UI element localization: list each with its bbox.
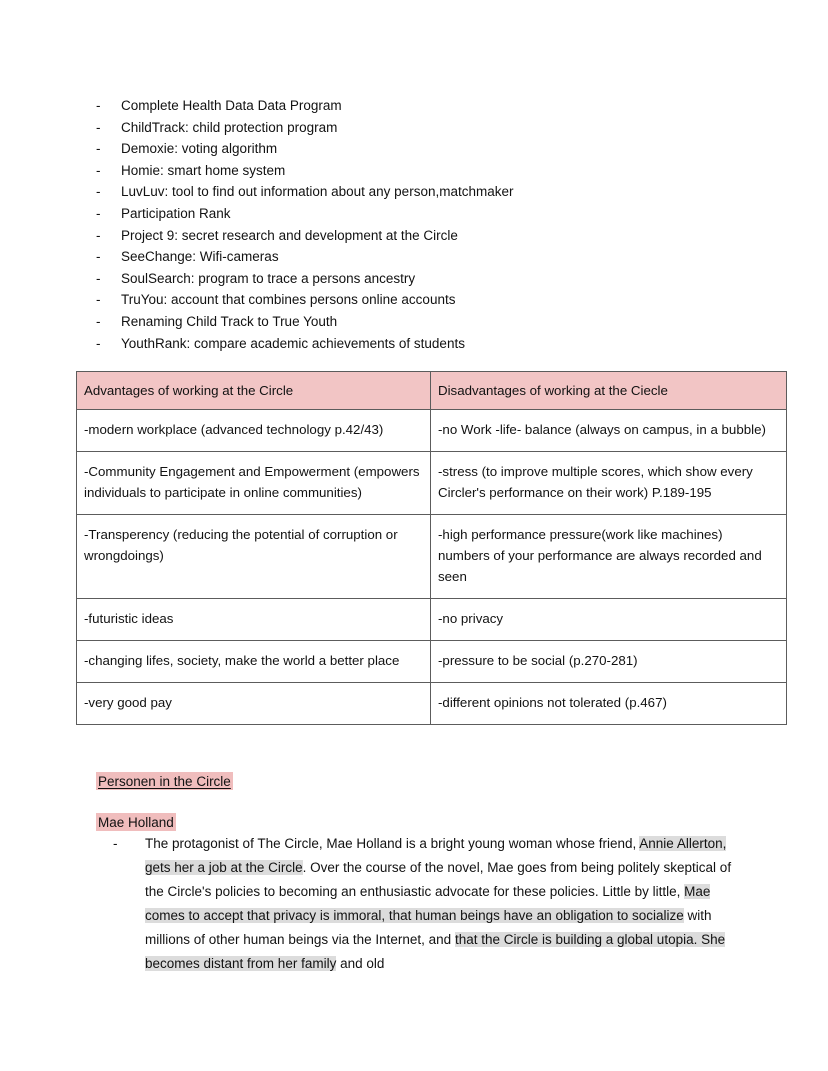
paragraph-segment-highlighted: that the Circle is building a global utopia. She becomes distant from her family [145,932,726,971]
list-bullet-marker: - [96,184,101,200]
list-item [96,333,756,355]
table-row [77,683,787,725]
cell-advantage: -futuristic ideas [77,599,431,641]
cell-disadvantage: -different opinions not tolerated (p.467) [431,683,787,725]
character-description-paragraph [113,832,741,976]
advantages-disadvantages-table [76,371,787,725]
list-item-label: SoulSearch: program to trace a persons ancestry [121,270,416,286]
cell-advantage: -modern workplace (advanced technology p.42/43) [77,410,431,452]
column-header-disadvantages: Disadvantages of working at the Ciecle [431,372,787,410]
table-row [77,599,787,641]
table-row [77,515,787,599]
list-bullet-marker: - [96,119,101,135]
table-header [77,372,787,410]
list-bullet-marker: - [96,270,101,286]
list-bullet-marker: - [96,313,101,329]
list-item [96,225,756,247]
list-bullet-marker: - [96,227,101,243]
section-heading-label: Personen in the Circle [98,774,231,789]
term-list [96,95,756,354]
column-header-advantages: Advantages of working at the Circle [77,372,431,410]
list-item-label: LuvLuv: tool to find out information about any person,matchmaker [121,184,514,200]
list-bullet-marker: - [96,141,101,157]
paragraph-segment: and old [336,956,385,971]
paragraph-text [145,832,741,976]
cell-advantage: -Transperency (reducing the potential of corruption or wrongdoings) [77,515,431,599]
table-body [77,410,787,725]
list-bullet-marker: - [96,205,101,221]
list-item-label: Participation Rank [121,205,231,221]
person-heading-label: Mae Holland [98,815,174,830]
section-heading [96,771,233,792]
cell-disadvantage: -pressure to be social (p.270-281) [431,641,787,683]
cell-disadvantage: -no privacy [431,599,787,641]
list-item-label: ChildTrack: child protection program [121,119,338,135]
list-item-label: Homie: smart home system [121,162,286,178]
table-header-row [77,372,787,410]
cell-disadvantage: -no Work -life- balance (always on campus, in a bubble) [431,410,787,452]
list-item-label: TruYou: account that combines persons online accounts [121,292,456,308]
paragraph-segment-highlighted: Annie Allerton, gets her a job at the Circle [145,836,727,875]
list-bullet-marker: - [96,292,101,308]
table-row [77,452,787,515]
cell-disadvantage: -stress (to improve multiple scores, which show every Circler's performance on their work) P.189-195 [431,452,787,515]
list-item [96,246,756,268]
paragraph-bullet-marker: - [113,836,118,851]
list-item-label: Complete Health Data Data Program [121,98,342,113]
list-bullet-marker: - [96,162,101,178]
list-item [96,95,756,117]
paragraph-segment: . Over the course of the novel, Mae goes from being politely skeptical of the Circle's policies to becoming an enthusiastic advocate for these policies. Little by little, [145,860,732,899]
list-item-label: Renaming Child Track to True Youth [121,313,338,329]
list-item-label: Project 9: secret research and development at the Circle [121,227,458,243]
table-row [77,641,787,683]
list-item-label: YouthRank: compare academic achievements of students [121,335,465,351]
paragraph-segment: The protagonist of The Circle, Mae Holland is a bright young woman whose friend, [145,836,640,851]
list-item [96,203,756,225]
cell-advantage: -changing lifes, society, make the world a better place [77,641,431,683]
list-item-label: Demoxie: voting algorithm [121,141,278,157]
list-item [96,160,756,182]
list-item [96,181,756,203]
list-item [96,268,756,290]
list-bullet-marker: - [96,249,101,265]
cell-advantage: -very good pay [77,683,431,725]
list-item-label: SeeChange: Wifi-cameras [121,249,279,265]
list-bullet-marker: - [96,98,101,113]
list-item [96,117,756,139]
cell-disadvantage: -high performance pressure(work like machines) numbers of your performance are always recorded and seen [431,515,787,599]
paragraph-segment: with millions of other human beings via the Internet, and [145,908,712,947]
list-bullet-marker: - [96,335,101,351]
cell-advantage: -Community Engagement and Empowerment (empowers individuals to participate in online communities) [77,452,431,515]
list-item [96,311,756,333]
paragraph-segment-highlighted: Mae comes to accept that privacy is immoral, that human beings have an obligation to socialize [145,884,711,923]
person-heading [96,812,176,833]
table-row [77,410,787,452]
list-item [96,138,756,160]
list-item [96,289,756,311]
